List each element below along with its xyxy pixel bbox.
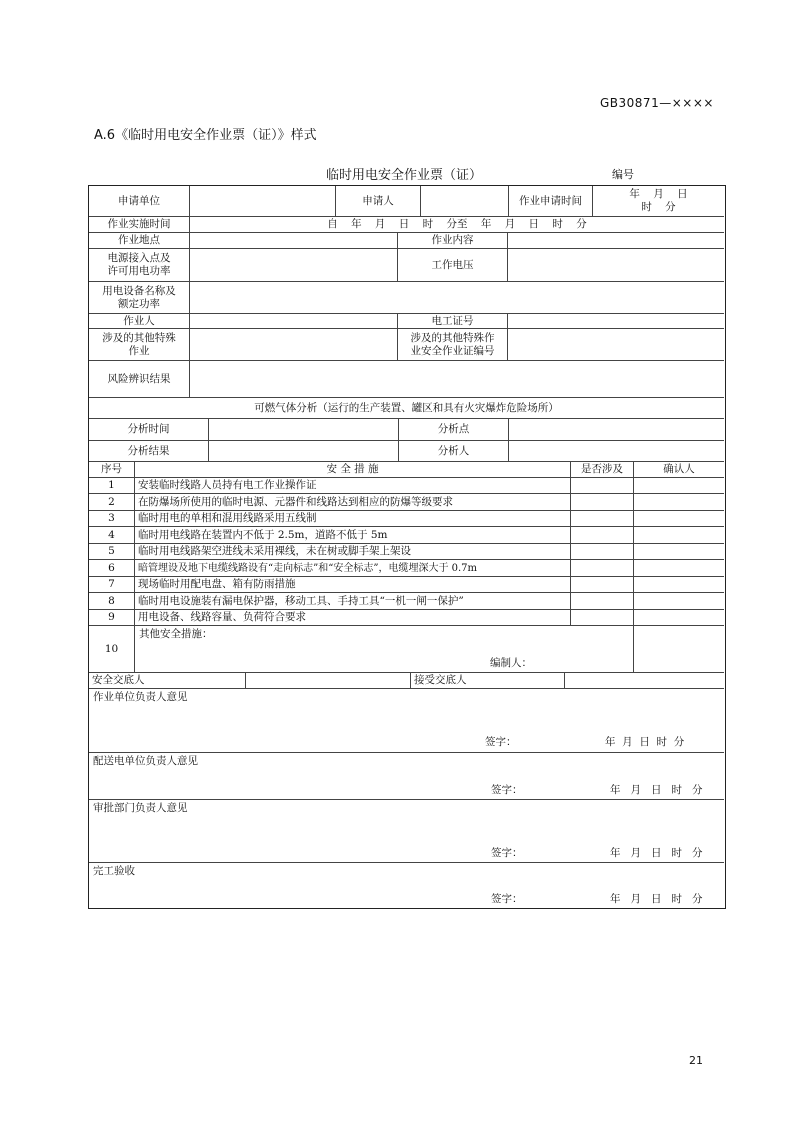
measure-confirmer-field[interactable] [634,511,724,527]
measure-involved-field[interactable] [571,593,634,610]
sign-label: 签字： [491,847,523,859]
measure-confirmer-field[interactable] [634,610,724,626]
measure-involved-field[interactable] [571,610,634,626]
analysis-result-label: 分析结果 [89,441,209,462]
measure-involved-field[interactable] [571,544,634,560]
work-unit-opinion-section[interactable] [89,689,724,753]
measure-no-header: 序号 [89,462,135,478]
measure-no: 3 [89,511,135,527]
measure-no: 8 [89,593,135,610]
date-time-label: 年 月 日 时 分 [610,847,703,859]
other-special-work-label: 涉及的其他特殊 作业 [89,329,190,361]
date-time-label: 年 月 日 时 分 [610,893,703,905]
apply-unit-field[interactable] [190,186,336,217]
confirmer-header: 确认人 [634,462,724,478]
analyst-field[interactable] [509,441,724,462]
measure-confirmer-field[interactable] [634,494,724,511]
electrician-cert-field[interactable] [508,314,724,329]
safety-briefer-label: 安全交底人 [89,673,246,689]
power-supply-opinion-label: 配送电单位负责人意见 [93,755,198,767]
measure-confirmer-field[interactable] [634,544,724,560]
analyst-label: 分析人 [399,441,509,462]
risk-result-label: 风险辨识结果 [89,361,190,398]
measure-no: 4 [89,527,135,544]
work-content-label: 作业内容 [398,233,508,249]
measure-involved-field[interactable] [571,478,634,494]
safety-briefer-field[interactable] [246,673,411,689]
measure-confirmer-field[interactable] [634,626,724,673]
analysis-point-label: 分析点 [399,419,509,441]
measure-involved-field[interactable] [571,560,634,577]
apply-time-field[interactable] [593,186,724,217]
gas-analysis-heading: 可燃气体分析（运行的生产装置、罐区和具有火灾爆炸危险场所） [89,398,724,419]
power-point-field[interactable] [190,249,398,282]
worker-label: 作业人 [89,314,190,329]
analysis-time-label: 分析时间 [89,419,209,441]
briefing-receiver-field[interactable] [565,673,724,689]
worker-field[interactable] [190,314,398,329]
work-location-label: 作业地点 [89,233,190,249]
briefing-receiver-label: 接受交底人 [411,673,565,689]
measure-confirmer-field[interactable] [634,593,724,610]
measure-text: 安装临时线路人员持有电工作业操作证 [135,478,571,494]
apply-time-date: 年 月 日 [629,188,688,200]
measure-text: 临时用电线路架空进线未采用裸线，未在树或脚手架上架设 [135,544,571,560]
analysis-time-field[interactable] [209,419,399,441]
apply-unit-label: 申请单位 [89,186,190,217]
measure-text: 现场临时用配电盘、箱有防雨措施 [135,577,571,593]
analysis-result-field[interactable] [209,441,399,462]
measure-confirmer-field[interactable] [634,527,724,544]
work-content-field[interactable] [508,233,724,249]
measure-confirmer-field[interactable] [634,478,724,494]
form-title: 临时用电安全作业票（证） [326,168,483,183]
page-number: 21 [689,1054,703,1067]
equipment-field[interactable] [190,282,724,314]
measure-involved-field[interactable] [571,577,634,593]
approval-opinion-label: 审批部门负责人意见 [93,802,188,814]
measure-no: 5 [89,544,135,560]
measure-involved-field[interactable] [571,511,634,527]
measure-text: 临时用电设施装有漏电保护器，移动工具、手持工具“一机一闸一保护” [135,593,571,610]
special-cert-no-label: 涉及的其他特殊作 业安全作业证编号 [398,329,508,361]
measure-involved-field[interactable] [571,527,634,544]
applicant-field[interactable] [421,186,509,217]
working-voltage-field[interactable] [508,249,724,282]
measure-no: 1 [89,478,135,494]
measure-no: 6 [89,560,135,577]
sign-label: 签字： [485,736,517,748]
date-time-label: 年 月 日 时 分 [610,784,703,796]
measure-confirmer-field[interactable] [634,560,724,577]
measure-involved-field[interactable] [571,494,634,511]
apply-time-hour: 时 分 [641,201,676,213]
measure-text: 临时用电的单相和混用线路采用五线制 [135,511,571,527]
electrician-cert-label: 电工证号 [398,314,508,329]
completion-acceptance-section[interactable] [89,863,724,908]
approval-opinion-section[interactable] [89,800,724,863]
work-permit-form [88,185,726,909]
measure-text: 用电设备、线路容量、负荷符合要求 [135,610,571,626]
sign-label: 签字： [491,893,523,905]
serial-number-label: 编号 [612,168,634,181]
measure-no: 10 [89,626,135,673]
measure-no: 7 [89,577,135,593]
standard-code: GB30871—×××× [600,96,714,110]
measures-header: 安 全 措 施 [135,462,571,478]
date-time-label: 年 月 日 时 分 [605,736,685,748]
power-point-label: 电源接入点及 许可用电功率 [89,249,190,282]
working-voltage-label: 工作电压 [398,249,508,282]
measure-no: 2 [89,494,135,511]
other-special-work-field[interactable] [190,329,398,361]
measure-text: 临时用电线路在装置内不低于 2.5m，道路不低于 5m [135,527,571,544]
apply-time-label: 作业申请时间 [509,186,593,217]
compiler-label: 编制人： [490,657,532,669]
applicant-label: 申请人 [336,186,421,217]
work-unit-opinion-label: 作业单位负责人意见 [93,691,188,703]
special-cert-no-field[interactable] [508,329,724,361]
sign-label: 签字： [491,784,523,796]
section-heading: A.6《临时用电安全作业票（证）》样式 [94,128,317,143]
power-supply-opinion-section[interactable] [89,753,724,800]
other-measures-field[interactable] [135,626,634,673]
analysis-point-field[interactable] [509,419,724,441]
other-measures-label: 其他安全措施： [139,628,213,640]
completion-acceptance-label: 完工验收 [93,865,135,877]
work-period-label: 作业实施时间 [89,217,190,233]
work-location-field[interactable] [190,233,398,249]
measure-text: 暗管埋设及地下电缆线路设有“走向标志”和“安全标志”，电缆埋深大于 0.7m [135,560,571,577]
measure-confirmer-field[interactable] [634,577,724,593]
measure-no: 9 [89,610,135,626]
measure-text: 在防爆场所使用的临时电源、元器件和线路达到相应的防爆等级要求 [135,494,571,511]
work-period-field[interactable]: 自 年 月 日 时 分至 年 月 日 时 分 [190,217,724,233]
risk-result-field[interactable] [190,361,724,398]
involved-header: 是否涉及 [571,462,634,478]
equipment-label: 用电设备名称及 额定功率 [89,282,190,314]
